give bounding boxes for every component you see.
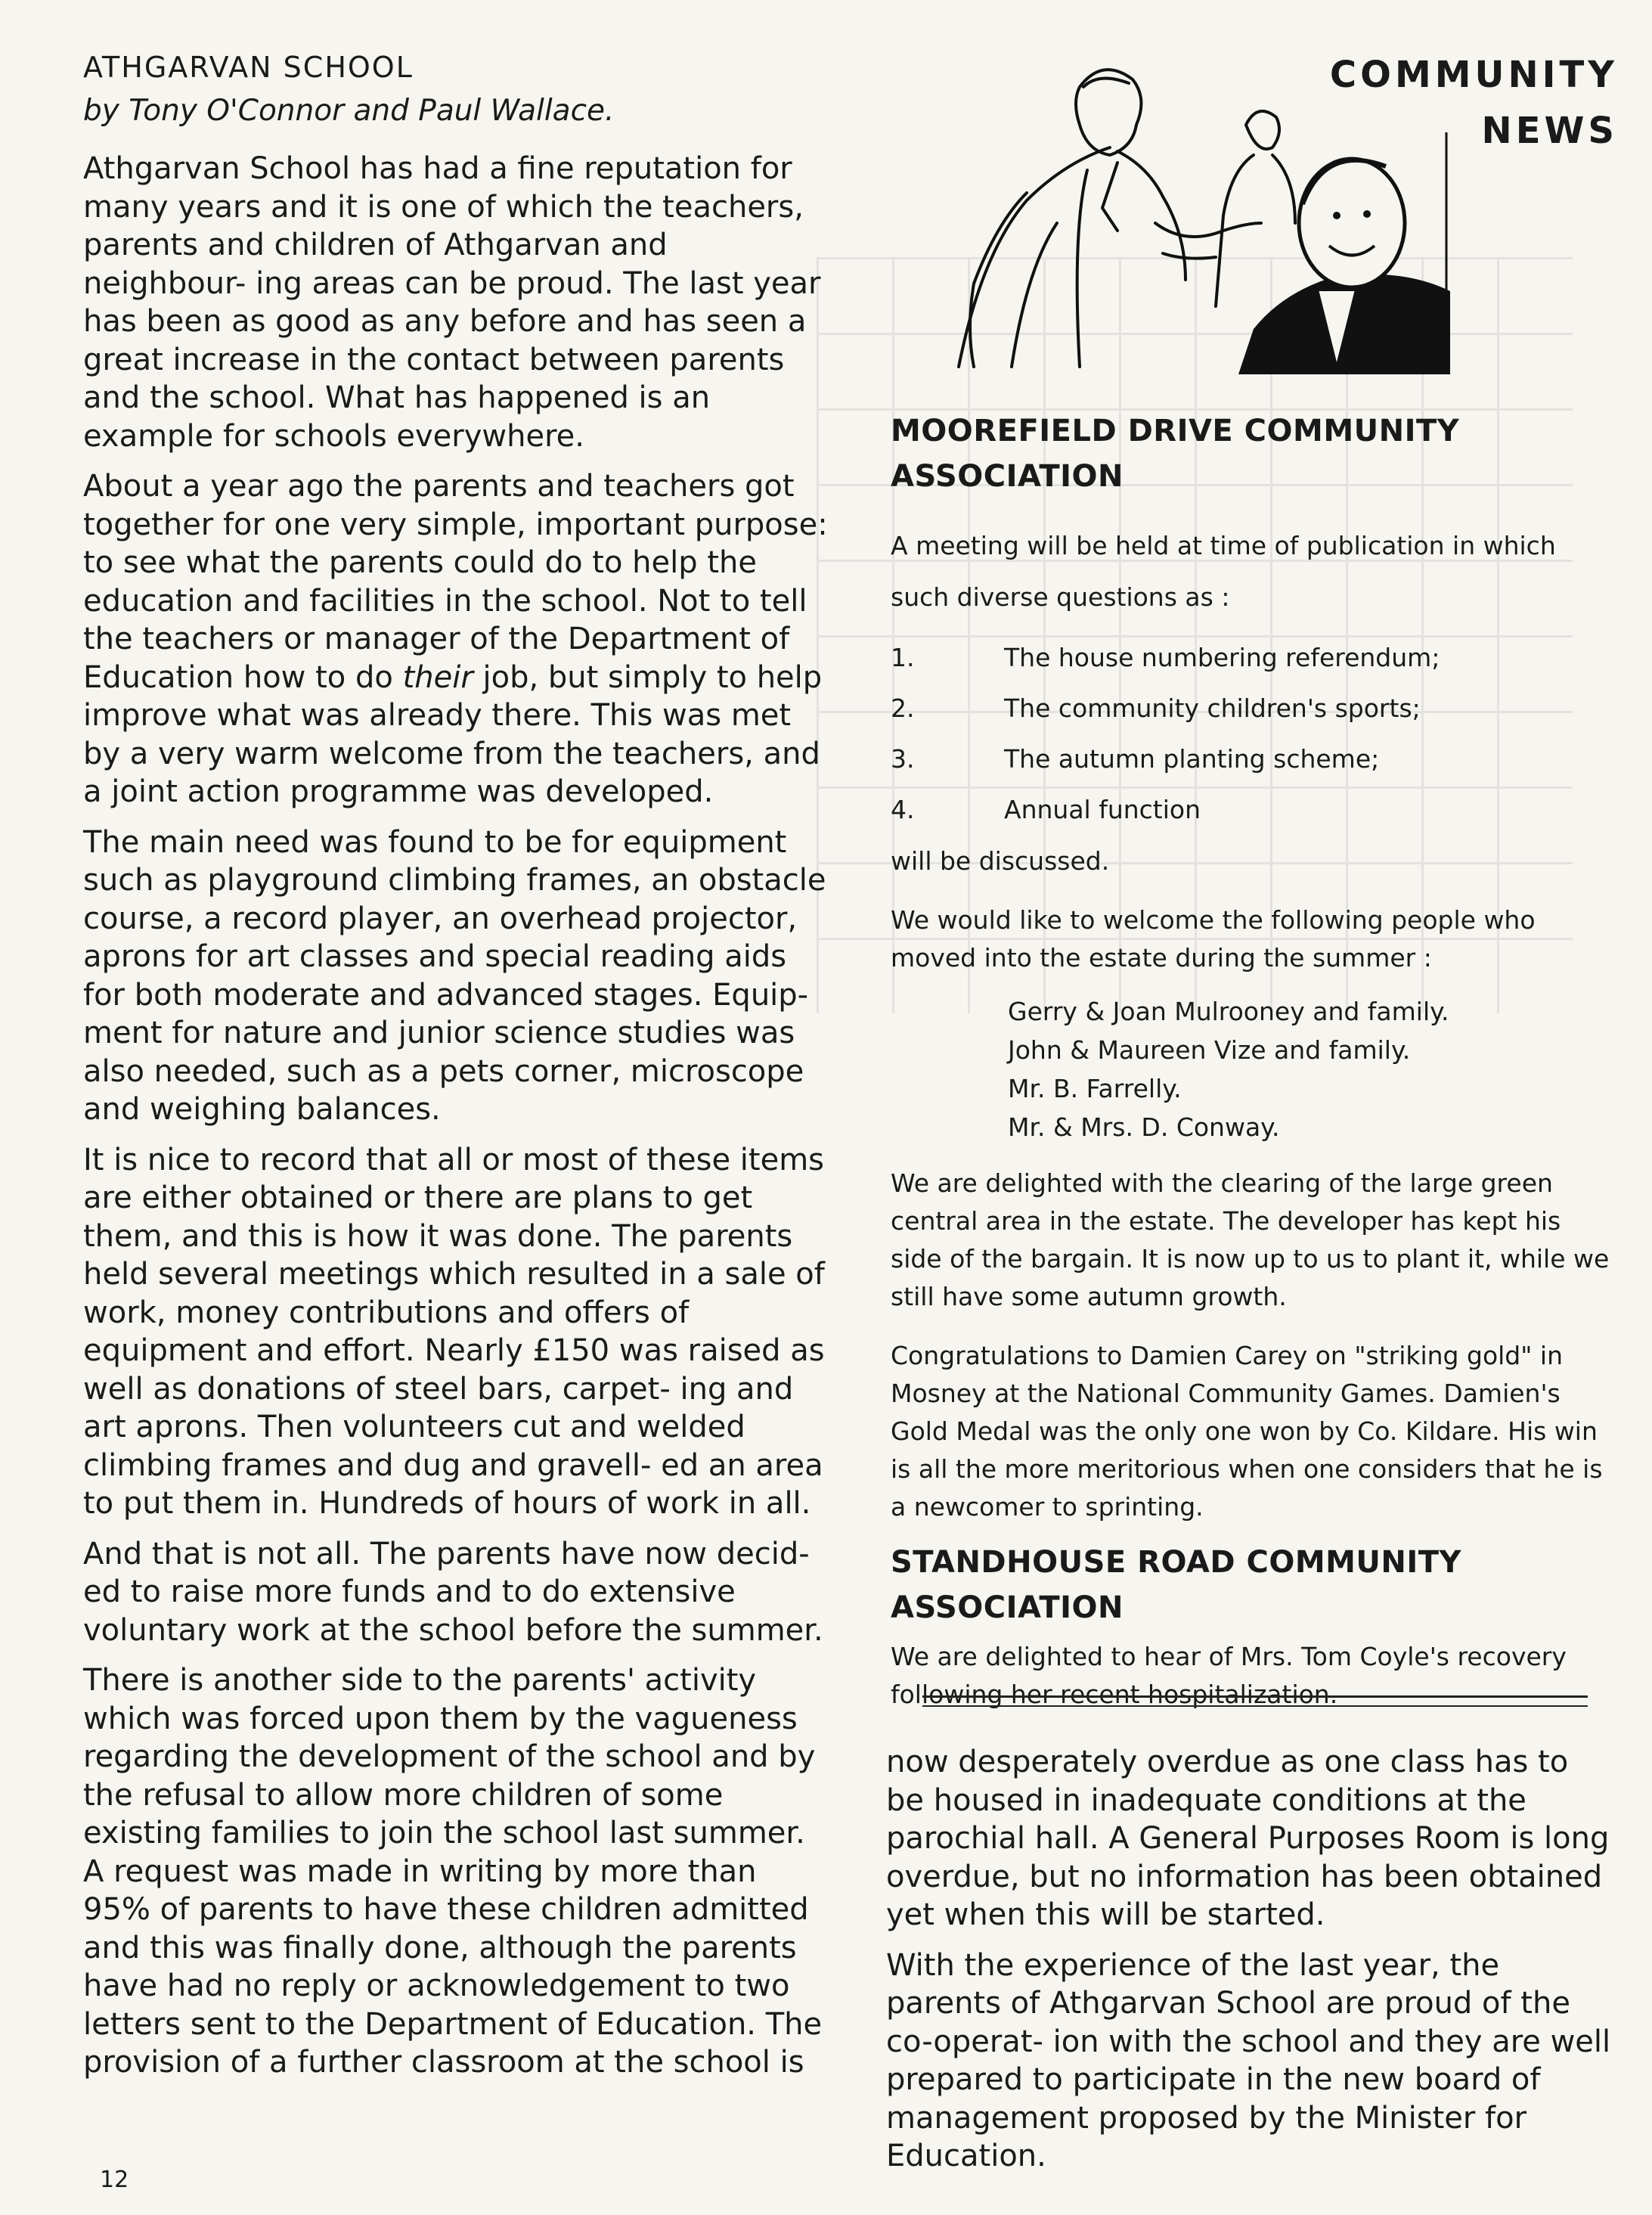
new-residents-list: [1008, 992, 1616, 1146]
list-item: 3. The autumn planting scheme;: [891, 744, 1380, 774]
article-paragraph-6: There is another side to the parents' activity which was forced upon them by the vagueness regarding the development of the school and by the refusal to allow more children of some existing families to join the school last summer. A request was made in writing by more than 95% of parents to have these children admitted and this was finally done, although the parents have had no reply or acknowledgement to two letters sent to the Department of Education. The provision of a further classroom at the school is: [83, 1663, 823, 2080]
list-item: John & Maureen Vize and family.: [1008, 1035, 1411, 1065]
moorefield-after-list: will be discussed.: [891, 846, 1110, 876]
community-news-title: COMMUNITY NEWS: [1329, 54, 1618, 152]
welcome-text: We would like to welcome the following people who moved into the estate during the summer :: [891, 905, 1536, 973]
continuation-paragraph-1: now desperately overdue as one class has to be housed in inadequate conditions at the parochial hall. A General Purposes Room is long overdue, but no information has been obtained yet when this will be started.: [886, 1745, 1610, 1932]
clearing-text: We are delighted with the clearing of the large green central area in the estate. The developer has kept his side of the bargain. It is now up to us to plant it, while we still have some autumn growth.: [891, 1168, 1610, 1311]
article-headline: ATHGARVAN SCHOOL: [83, 51, 414, 84]
list-item: 4. Annual function: [891, 795, 1201, 824]
article-paragraph-3: The main need was found to be for equipment such as playground climbing frames, an obstacle course, a record player, an overhead projector, aprons for art classes and special reading aids for both moderate and advanced stages. Equip- ment for nature and junior science studies was also needed, such as a pets corner, microscope and weighing balances.: [83, 824, 826, 1127]
standhouse-text: We are delighted to hear of Mrs. Tom Coyle's recovery following her recent hospitalization.: [891, 1642, 1567, 1709]
article-paragraph-2: About a year ago the parents and teachers got together for one very simple, important purpose: to see what the parents could do to help the education and facilities in the school. Not to tell the teachers or manager of the Department of Education how to do their job, but simply to help improve what was already there. This was met by a very warm welcome from the teachers, and a joint action programme was developed.: [83, 469, 828, 809]
list-item: 1. The house numbering referendum;: [891, 643, 1440, 672]
standhouse-heading: STANDHOUSE ROAD COMMUNITY ASSOCIATION: [891, 1545, 1462, 1625]
moorefield-heading: MOOREFIELD DRIVE COMMUNITY ASSOCIATION: [891, 414, 1460, 494]
community-news-column: [891, 408, 1616, 1714]
list-item: Mr. B. Farrelly.: [1008, 1074, 1182, 1103]
meeting-topics-list: [891, 632, 1616, 835]
list-item: Gerry & Joan Mulrooney and family.: [1008, 997, 1449, 1026]
article-paragraph-1: Athgarvan School has had a fine reputation for many years and it is one of which the teachers, parents and children of Athgarvan and neighbour- ing areas can be proud. The last year has been as good as any before and has seen a great increase in the contact between parents and the school. What has happened is an example for schools everywhere.: [83, 151, 821, 454]
page-number: 12: [100, 2167, 129, 2193]
continuation-paragraph-2: With the experience of the last year, the parents of Athgarvan School are proud of the co-operat- ion with the school and they are well prepared to participate in the new board of management proposed by the Minister for Education.: [886, 1947, 1611, 2173]
section-divider: [922, 1695, 1588, 1707]
congratulations-text: Congratulations to Damien Carey on "striking gold" in Mosney at the National Community Games. Damien's Gold Medal was the only one won by Co. Kildare. His win is all the more meritorious when one considers that he is a newcomer to sprinting.: [891, 1341, 1603, 1522]
article-continuation: [886, 1743, 1612, 2188]
moorefield-intro: A meeting will be held at time of publication in which such diverse questions as :: [891, 531, 1556, 612]
article-paragraph-4: It is nice to record that all or most of these items are either obtained or there are plans to get them, and this is how it was done. The parents held several meetings which resulted in a sale of work, money contributions and offers of equipment and effort. Nearly £150 was raised as well as donations of steel bars, carpet- ing and art aprons. Then volunteers cut and welded climbing frames and dug and gravell- ed an area to put them in. Hundreds of hours of work in all.: [83, 1142, 825, 1521]
article-byline: by Tony O'Connor and Paul Wallace.: [83, 94, 615, 128]
list-item: Mr. & Mrs. D. Conway.: [1008, 1112, 1280, 1142]
article-paragraph-5: And that is not all. The parents have now decid- ed to raise more funds and to do extensive voluntary work at the school before the summer.: [83, 1536, 823, 1648]
list-item: 2. The community children's sports;: [891, 693, 1421, 723]
athgarvan-article: [83, 47, 832, 2094]
